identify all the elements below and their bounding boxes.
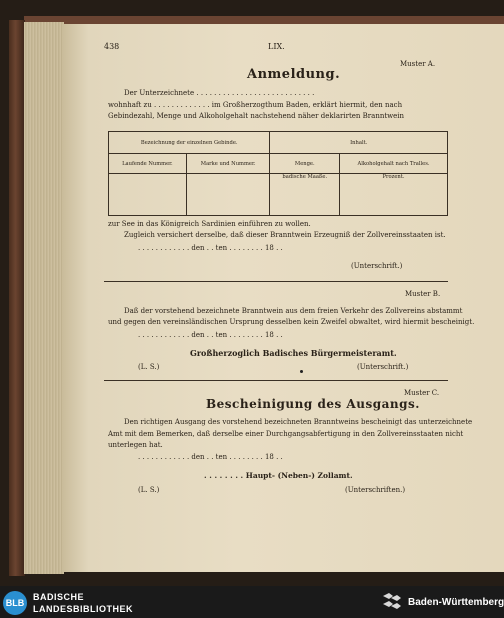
book-spine-edge [9, 20, 25, 576]
form-c-label: Muster C. [404, 389, 440, 397]
form-c-signature: (Unterschriften.) [345, 486, 406, 494]
form-c-seal: (L. S.) [138, 486, 160, 494]
form-b-line2: und gegen den vereinsländischen Ursprung desselben kein Zweifel obwaltet, wird hiermit bescheinigt. [108, 318, 475, 326]
column-header: Marke und Nummer. [186, 154, 270, 174]
baden-wuerttemberg-crest-icon [381, 590, 403, 614]
form-a-label: Muster A. [400, 60, 436, 68]
barrel-declaration-table [108, 131, 448, 216]
form-a-signature: (Unterschrift.) [351, 262, 403, 270]
form-a-line3: Gebindezahl, Menge und Alkoholgehalt nachstehend näher deklarirten Branntwein [108, 112, 405, 120]
blb-logo[interactable]: BLB [3, 591, 27, 615]
unit-cell: Prozent. [340, 174, 448, 216]
form-b-label: Muster B. [405, 290, 441, 298]
column-header: Menge. [270, 154, 340, 174]
form-c-line2: Amt mit dem Bemerken, daß derselbe einer Durchgangsabfertigung in den Zollvereinsstaaten nicht [108, 430, 464, 438]
table-header-right: Inhalt. [270, 132, 448, 154]
section-divider [104, 281, 448, 282]
form-b-line1: Daß der vorstehend bezeichnete Branntwein aus dem freien Verkehr des Zollvereins abstammt [124, 307, 463, 315]
table-cell [186, 174, 270, 216]
form-c-authority: . . . . . . . . Haupt- (Neben-) Zollamt. [204, 471, 353, 480]
ink-speck [300, 370, 303, 373]
form-a-line5: Zugleich versichert derselbe, daß dieser Branntwein Erzeugniß der Zollvereinsstaaten ist. [124, 231, 446, 239]
library-name-line1: BADISCHE [33, 592, 85, 602]
form-c-date-line: . . . . . . . . . . . . den . . ten . . . . . . . . 18 . . [138, 453, 283, 461]
state-name[interactable]: Baden-Württemberg [408, 597, 504, 608]
library-name-line2: LANDESBIBLIOTHEK [33, 604, 133, 614]
form-c-title: Bescheinigung des Ausgangs. [206, 397, 420, 411]
form-a-title: Anmeldung. [247, 67, 341, 82]
form-c-line1: Den richtigen Ausgang des vorstehend bezeichneten Branntweins bescheinigt das unterzeichnete [124, 418, 473, 426]
form-a-date-line: . . . . . . . . . . . . den . . ten . . . . . . . . 18 . . [138, 244, 283, 252]
form-b-date-line: . . . . . . . . . . . . den . . ten . . . . . . . . 18 . . [138, 331, 283, 339]
form-a-line4: zur See in das Königreich Sardinien einführen zu wollen. [108, 220, 311, 228]
table-header-left: Bezeichnung der einzelnen Gebinde. [109, 132, 270, 154]
unit-cell: badische Maaße. [270, 174, 340, 216]
form-b-authority: Großherzoglich Badisches Bürgermeisteramt. [190, 348, 397, 358]
page-stack [24, 22, 64, 574]
column-header: Alkoholgehalt nach Tralles. [340, 154, 448, 174]
form-a-line2: wohnhaft zu . . . . . . . . . . . . . im Großherzogthum Baden, erklärt hiermit, den nach [108, 101, 403, 109]
section-divider [104, 380, 448, 381]
page-header: LIX. [268, 42, 285, 51]
form-a-line1: Der Unterzeichnete . . . . . . . . . . . . . . . . . . . . . . . . . . . [124, 89, 315, 97]
column-header: Laufende Nummer. [109, 154, 187, 174]
form-c-line3: unterlegen hat. [108, 441, 163, 449]
form-b-signature: (Unterschrift.) [357, 363, 409, 371]
page-number: 438 [104, 42, 120, 51]
form-b-seal: (L. S.) [138, 363, 160, 371]
table-cell [109, 174, 187, 216]
